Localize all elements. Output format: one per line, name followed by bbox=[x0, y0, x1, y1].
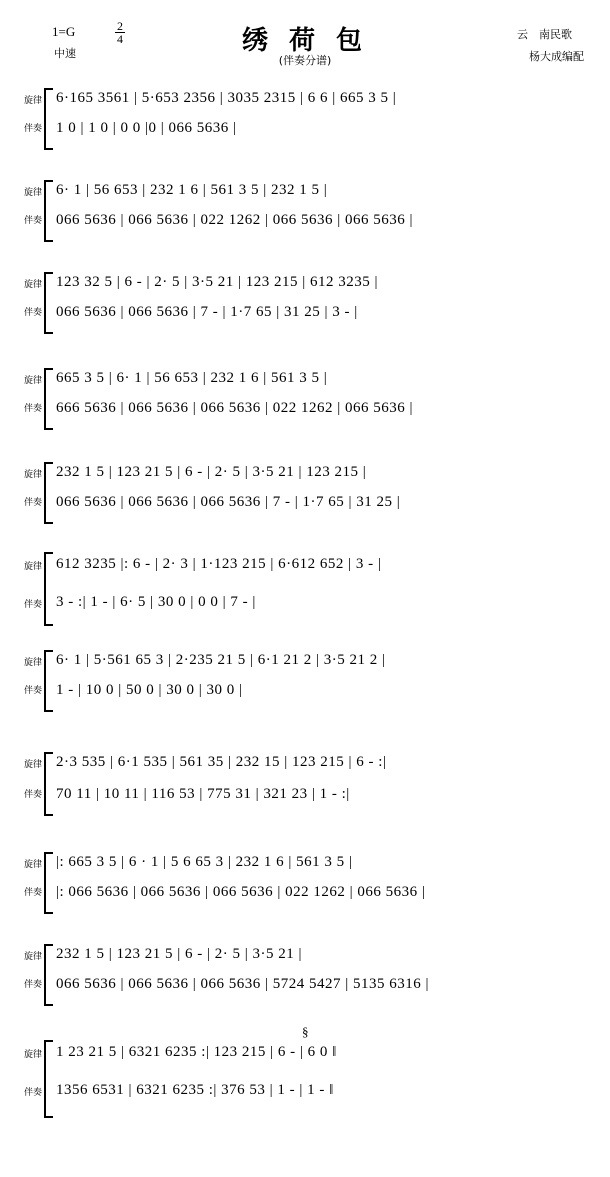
system-4-melody-label: 旋律 bbox=[23, 376, 42, 386]
tempo-marking: 中速 bbox=[54, 47, 76, 60]
system-1-accomp-notes: 1 0 | 1 0 | 0 0 |0 | 066 5636 | bbox=[56, 120, 237, 136]
system-5 bbox=[22, 462, 588, 538]
system-6-accomp-notes: 3 - :| 1 - | 6· 5 | 30 0 | 0 0 | 7 - | bbox=[56, 594, 256, 610]
system-7-melody-notes: 6· 1 | 5·561 65 3 | 2·235 21 5 | 6·1 21 2 | 3·5 21 2 | bbox=[56, 652, 386, 668]
system-2-brace bbox=[44, 180, 53, 242]
system-4-accomp-notes: 666 5636 | 066 5636 | 066 5636 | 022 1262 | 066 5636 | bbox=[56, 400, 414, 416]
system-6-accomp-label: 伴奏 bbox=[23, 600, 42, 610]
system-6-melody-notes: 612 3235 |: 6 - | 2· 3 | 1·123 215 | 6·612 652 | 3 - | bbox=[56, 556, 382, 572]
system-10 bbox=[22, 944, 588, 1020]
system-5-accomp-notes: 066 5636 | 066 5636 | 066 5636 | 7 - | 1·7 65 | 31 25 | bbox=[56, 494, 401, 510]
system-10-brace bbox=[44, 944, 53, 1006]
system-8-melody-label: 旋律 bbox=[23, 760, 42, 770]
system-9-melody-notes: |: 665 3 5 | 6 · 1 | 5 6 65 3 | 232 1 6 | 561 3 5 | bbox=[56, 854, 353, 870]
system-2-melody-label: 旋律 bbox=[23, 188, 42, 198]
system-2-melody-notes: 6· 1 | 56 653 | 232 1 6 | 561 3 5 | 232 1 5 | bbox=[56, 182, 328, 198]
system-9 bbox=[22, 852, 588, 928]
system-8 bbox=[22, 752, 588, 828]
system-11 bbox=[22, 1024, 588, 1126]
system-5-melody-label: 旋律 bbox=[23, 470, 42, 480]
system-10-accomp-label: 伴奏 bbox=[23, 980, 42, 990]
system-2-accomp-notes: 066 5636 | 066 5636 | 022 1262 | 066 5636 | 066 5636 | bbox=[56, 212, 414, 228]
key-signature: 1=G bbox=[52, 24, 76, 39]
system-11-melody-notes: 1 23 21 5 | 6321 6235 :| 123 215 | 6 - | 6 0 ‖ bbox=[56, 1044, 337, 1060]
system-9-melody-label: 旋律 bbox=[23, 860, 42, 870]
system-2-accomp-label: 伴奏 bbox=[23, 216, 42, 226]
system-4-melody-notes: 665 3 5 | 6· 1 | 56 653 | 232 1 6 | 561 3 5 | bbox=[56, 370, 328, 386]
system-10-accomp-notes: 066 5636 | 066 5636 | 066 5636 | 5724 5427 | 5135 6316 | bbox=[56, 976, 430, 992]
system-10-melody-label: 旋律 bbox=[23, 952, 42, 962]
system-6-brace bbox=[44, 552, 53, 626]
page-subtitle: (伴奏分谱) bbox=[278, 54, 332, 67]
system-7-accomp-label: 伴奏 bbox=[23, 686, 42, 696]
time-signature-denominator: 4 bbox=[117, 32, 123, 46]
system-10-melody-notes: 232 1 5 | 123 21 5 | 6 - | 2· 5 | 3·5 21 | bbox=[56, 946, 302, 962]
system-5-accomp-label: 伴奏 bbox=[23, 498, 42, 508]
system-7-melody-label: 旋律 bbox=[23, 658, 42, 668]
system-9-accomp-notes: |: 066 5636 | 066 5636 | 066 5636 | 022 1262 | 066 5636 | bbox=[56, 884, 426, 900]
system-11-accomp-notes: 1356 6531 | 6321 6235 :| 376 53 | 1 - | 1 - ‖ bbox=[56, 1082, 334, 1098]
system-11-melody-label: 旋律 bbox=[23, 1050, 42, 1060]
system-4 bbox=[22, 368, 588, 444]
system-3-brace bbox=[44, 272, 53, 334]
system-8-brace bbox=[44, 752, 53, 816]
system-1-brace bbox=[44, 88, 53, 150]
system-3-accomp-notes: 066 5636 | 066 5636 | 7 - | 1·7 65 | 31 25 | 3 - | bbox=[56, 304, 358, 320]
system-1-melody-notes: 6·165 3561 | 5·653 2356 | 3035 2315 | 6 6 | 665 3 5 | bbox=[56, 90, 397, 106]
system-7-brace bbox=[44, 650, 53, 712]
system-6 bbox=[22, 552, 588, 638]
system-6-melody-label: 旋律 bbox=[23, 562, 42, 572]
system-1-accomp-label: 伴奏 bbox=[23, 124, 42, 134]
time-signature-numerator: 2 bbox=[117, 19, 123, 33]
system-11-accomp-label: 伴奏 bbox=[23, 1088, 42, 1098]
system-11-segno: § bbox=[302, 1024, 309, 1039]
system-9-brace bbox=[44, 852, 53, 914]
system-5-brace bbox=[44, 462, 53, 524]
system-8-accomp-label: 伴奏 bbox=[23, 790, 42, 800]
system-1-melody-label: 旋律 bbox=[23, 96, 42, 106]
system-3 bbox=[22, 272, 588, 348]
system-1 bbox=[22, 88, 588, 164]
system-7 bbox=[22, 650, 588, 726]
system-7-accomp-notes: 1 - | 10 0 | 50 0 | 30 0 | 30 0 | bbox=[56, 682, 243, 698]
system-3-melody-label: 旋律 bbox=[23, 280, 42, 290]
credit-arranger: 杨大成编配 bbox=[529, 50, 584, 63]
system-3-melody-notes: 123 32 5 | 6 - | 2· 5 | 3·5 21 | 123 215 | 612 3235 | bbox=[56, 274, 379, 290]
page-title: 绣 荷 包 bbox=[241, 26, 369, 56]
system-11-brace bbox=[44, 1040, 53, 1118]
system-3-accomp-label: 伴奏 bbox=[23, 308, 42, 318]
system-2 bbox=[22, 180, 588, 256]
system-4-brace bbox=[44, 368, 53, 430]
system-8-accomp-notes: 70 11 | 10 11 | 116 53 | 775 31 | 321 23 | 1 - :| bbox=[56, 786, 350, 802]
system-9-accomp-label: 伴奏 bbox=[23, 888, 42, 898]
credit-origin: 云 南民歌 bbox=[517, 28, 572, 41]
system-4-accomp-label: 伴奏 bbox=[23, 404, 42, 414]
system-5-melody-notes: 232 1 5 | 123 21 5 | 6 - | 2· 5 | 3·5 21 | 123 215 | bbox=[56, 464, 367, 480]
system-8-melody-notes: 2·3 535 | 6·1 535 | 561 35 | 232 15 | 123 215 | 6 - :| bbox=[56, 754, 387, 770]
